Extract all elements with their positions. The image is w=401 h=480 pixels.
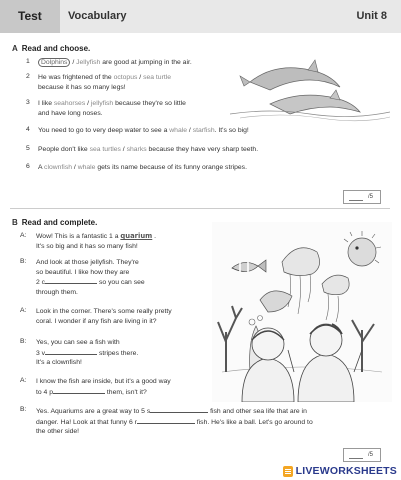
- option-2[interactable]: starfish: [192, 127, 215, 134]
- dialogue-1: [36, 232, 216, 251]
- score-blank-a[interactable]: [349, 200, 363, 201]
- dialogue-4-line3: It's a clownfish!: [36, 359, 82, 366]
- dialogue-6-prefix2: danger. Ha! Look at that funny 6 r: [36, 418, 137, 426]
- dialogue-2-line4: through them.: [36, 288, 78, 296]
- answer-2-blank[interactable]: [45, 277, 97, 284]
- dialogue-1-end: .: [152, 233, 157, 240]
- dialogue-2-line1: And look at those jellyfish. They're: [36, 259, 139, 266]
- liveworksheets-logo[interactable]: [283, 464, 397, 478]
- item-number: 1: [26, 58, 30, 65]
- dialogue-3: [36, 307, 216, 326]
- worksheet-icon: [283, 466, 293, 477]
- item-text-end: because they have very sharp teeth.: [146, 146, 259, 153]
- item-number: 4: [26, 126, 30, 133]
- item-text: I like: [38, 100, 54, 107]
- dialogue-4-line1: Yes, you can see a fish with: [36, 339, 120, 346]
- dialogue-4-prefix: 3 v: [36, 349, 46, 357]
- choose-item-4: [38, 126, 388, 136]
- dialogue-2-prefix: 2 c: [36, 279, 46, 286]
- dialogue-1-text: Wow! This is a fantastic 1 a: [36, 233, 121, 240]
- header-bar: [0, 0, 401, 33]
- option-2[interactable]: jellyfish: [90, 100, 114, 107]
- speaker-label: A:: [20, 307, 27, 314]
- unit-label: Unit 8: [356, 10, 387, 22]
- option-2[interactable]: Jellyfish: [76, 59, 101, 66]
- dialogue-4: [36, 338, 216, 368]
- option-separator: /: [187, 127, 193, 134]
- choose-item-2: [38, 73, 233, 92]
- option-separator: /: [72, 164, 78, 171]
- speaker-label: B:: [20, 406, 27, 413]
- answer-4-blank[interactable]: [53, 387, 105, 394]
- dialogue-5: [36, 377, 216, 397]
- dialogue-2-line2: so beautiful. I like how they are: [36, 268, 130, 276]
- dialogue-6: [36, 406, 391, 437]
- dialogue-5-line1: I know the fish are inside, but it's a good way: [36, 378, 171, 385]
- dialogue-1-line2: It's so big and it has so many fish!: [36, 242, 138, 250]
- option-1[interactable]: octopus: [113, 74, 138, 81]
- item-text-line2: because it has so many legs!: [38, 83, 126, 91]
- answer-1-aquarium[interactable]: quarium: [120, 232, 153, 240]
- score-blank-b[interactable]: [349, 458, 363, 459]
- answer-3-blank[interactable]: [45, 348, 97, 355]
- dialogue-6-line3: the other side!: [36, 428, 80, 435]
- item-number: 3: [26, 99, 30, 106]
- speaker-label: A:: [20, 232, 27, 239]
- section-divider: [10, 208, 390, 209]
- dialogue-3-line1: Look in the corner. There's some really pretty: [36, 308, 172, 315]
- item-text: People don't like: [38, 146, 90, 153]
- item-text-end: because they're so little: [113, 100, 186, 107]
- option-1[interactable]: sea turtles: [89, 146, 121, 153]
- item-number: 5: [26, 145, 30, 152]
- item-text-line2: and have long noses.: [38, 109, 103, 117]
- section-a-letter: A: [12, 44, 18, 53]
- item-text-end: . It's so big!: [214, 127, 249, 134]
- dialogue-2-line3: so you can see: [97, 279, 145, 286]
- section-b-title-text: Read and complete.: [21, 218, 98, 227]
- dialogue-4-line2: stripes there.: [97, 349, 139, 357]
- item-number: 2: [26, 73, 30, 80]
- option-2[interactable]: sharks: [126, 146, 147, 153]
- option-1[interactable]: whale: [169, 127, 188, 134]
- dialogue-2: [36, 258, 216, 297]
- section-a-title: [12, 44, 90, 53]
- option-2[interactable]: whale: [77, 164, 96, 171]
- section-b-title: [12, 218, 97, 227]
- speaker-label: B:: [20, 338, 27, 345]
- item-text: You need to go to very deep water to see a: [38, 127, 170, 134]
- option-separator: /: [85, 100, 91, 107]
- choose-item-5: [38, 145, 388, 155]
- item-text: He was frightened of the: [38, 74, 114, 81]
- option-1[interactable]: seahorses: [53, 100, 86, 107]
- answer-6-blank[interactable]: [137, 417, 195, 424]
- dialogue-5-line2: them, isn't it?: [105, 388, 147, 396]
- dialogue-3-line2: coral. I wonder if any fish are living in it?: [36, 317, 157, 325]
- dialogue-5-prefix: to 4 p: [36, 388, 54, 396]
- option-1[interactable]: Dolphins: [38, 58, 70, 67]
- option-2[interactable]: sea turtle: [143, 74, 172, 81]
- item-number: 6: [26, 163, 30, 170]
- score-box-a: [343, 190, 381, 204]
- vocabulary-label: Vocabulary: [68, 10, 127, 22]
- speaker-label: B:: [20, 258, 27, 265]
- choose-item-6: [38, 163, 388, 173]
- option-separator: /: [137, 74, 144, 81]
- test-label: Test: [18, 9, 42, 23]
- dialogue-6-prefix1: Yes. Aquariums are a great way to 5 s: [36, 408, 151, 415]
- dialogue-6-line1: fish and other sea life that are in: [208, 408, 307, 415]
- choose-item-3: [38, 99, 233, 118]
- option-separator: /: [70, 59, 77, 66]
- item-text-end: are good at jumping in the air.: [100, 59, 192, 66]
- item-text: A: [38, 164, 45, 171]
- section-a-title-text: Read and choose.: [21, 44, 91, 53]
- liveworksheets-text: LIVEWORKSHEETS: [295, 465, 397, 477]
- answer-5-blank[interactable]: [150, 406, 208, 413]
- dolphins-illustration: [230, 52, 390, 122]
- section-b-letter: B: [12, 218, 18, 227]
- score-b-text: /5: [368, 452, 374, 458]
- speaker-label: A:: [20, 377, 27, 384]
- dialogue-6-line2: fish. He's like a ball. Let's go around to: [194, 418, 313, 426]
- option-separator: /: [120, 146, 127, 153]
- score-a-text: /5: [368, 194, 374, 200]
- item-text-end: gets its name because of its funny orange stripes.: [95, 164, 247, 171]
- aquarium-illustration: [212, 222, 392, 402]
- option-1[interactable]: clownfish: [44, 164, 73, 171]
- score-box-b: [343, 448, 381, 462]
